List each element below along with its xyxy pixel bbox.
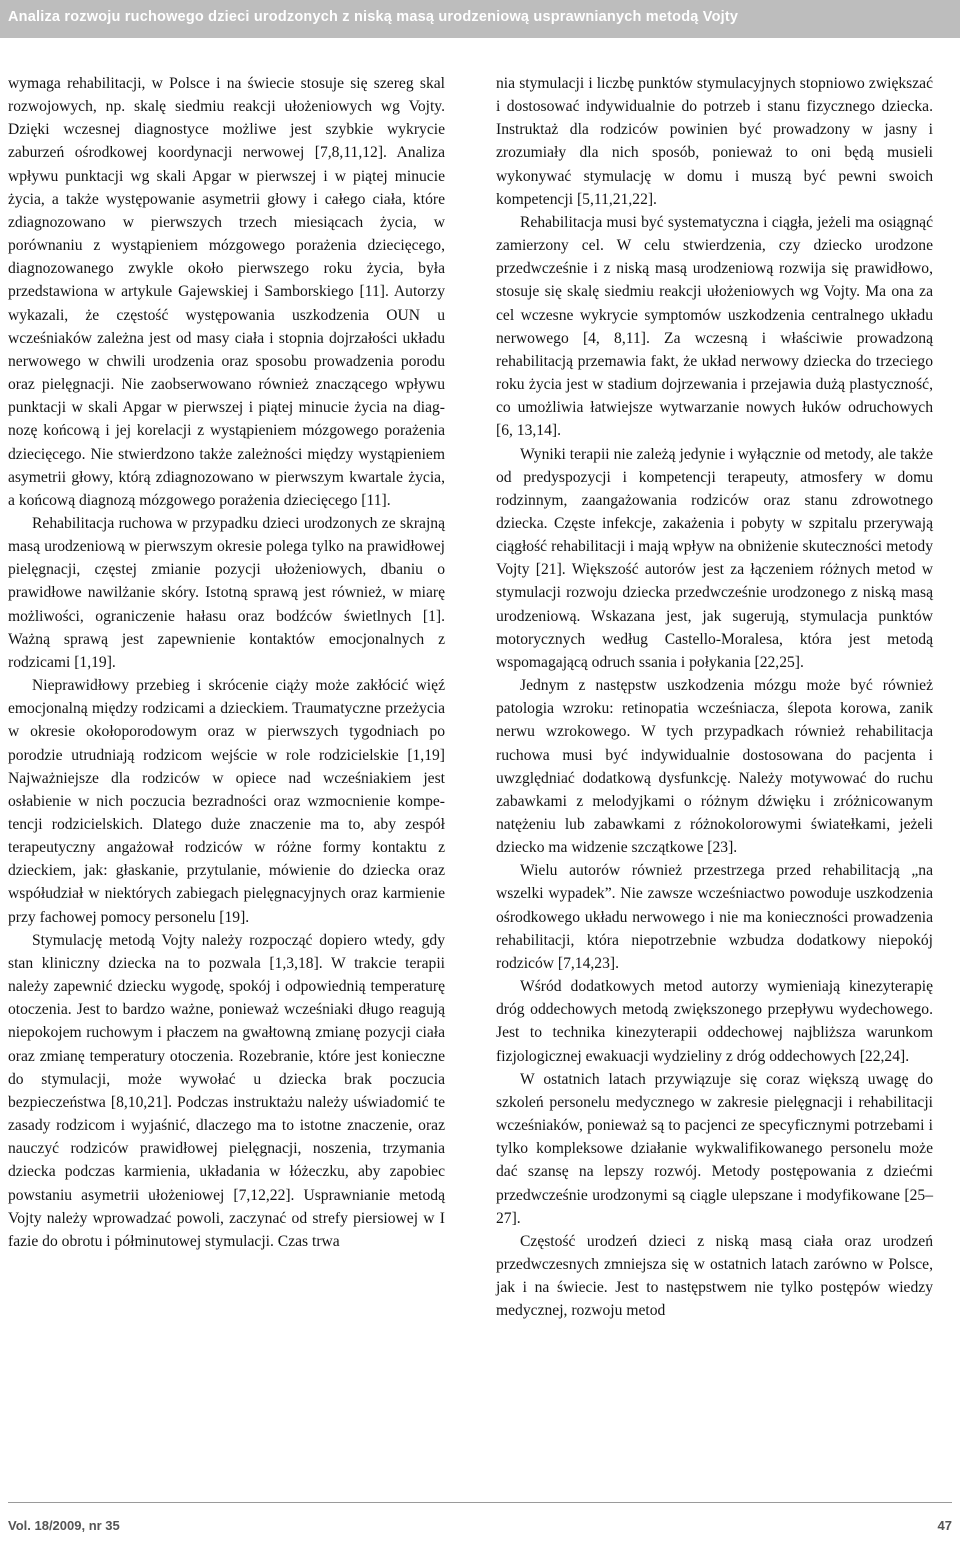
paragraph: Rehabilitacja musi być systematyczna i ciągła, jeżeli ma osiągnąć zamierzony cel. W celu stwierdzenia, czy dziecko urodzone przedwcześnie i z niską masą urodzeniową rozwija się prawidłowo, stosuje się skalę siedmiu reakcji ułożeniowych wg Vojty. Ma ona za cel wczesne wykrycie symptomów uszkodzenia centralnego układu nerwowego [4, 8,11]. Za wczesną i właściwie prowadzoną rehabilitacją przemawia fakt, że układ nerwowy dziecka do trzeciego roku życia jest w stadium dojrzewania i przejawia dużą plastyczność, co umożliwia łatwiejsze wytwarzanie nowych łuków odruchowych [6, 13,14]. (496, 213, 933, 440)
left-text-column (8, 72, 445, 1253)
paragraph: Wśród dodatkowych metod autorzy wymieniają kinezyterapię dróg oddechowych metodą zwiększonego przepływu wydechowego. Jest to technika kinezyterapii oddechowej najbliższa warunkom fizjologicznej ewakuacji wydzieliny z dróg oddechowych [22,24]. (496, 978, 933, 1065)
paragraph: Nieprawidłowy przebieg i skrócenie ciąży może zakłócić więź emocjonalną między rodzicami a dzieckiem. Traumatyczne przeżycia w okresie okołoporodowym oraz w pierwszych tygodniach po porodzie utrudniają rodzicom wejście w role rodzicielskie [1,19] Najważniejsze dla rodziców w opiece nad wcześniakiem jest osłabienie w nich poczucia bezradności oraz wzmocnienie kompetencji rodzicielskich. Dlatego duże znaczenie ma to, aby zespół terapeutyczny angażował rodziców w różne formy kontaktu z dzieckiem, jak: głaskanie, przytulanie, mówienie do dziecka oraz współudział w niektórych zabiegach pielęgnacyjnych oraz karmienie przy fachowej pomocy personelu [19]. (8, 677, 445, 926)
paragraph: Częstość urodzeń dzieci z niską masą ciała oraz urodzeń przedwczesnych zmniejsza się w ostatnich latach zarówno w Polsce, jak i na świecie. Jest to następstwem nie tylko postępów wiedzy medycznej, rozwoju metod (496, 1232, 933, 1320)
right-text-column (496, 72, 933, 1322)
page-number: 47 (937, 1518, 952, 1533)
running-header: Analiza rozwoju ruchowego dzieci urodzonych z niską masą urodzeniową usprawnianych metodą Vojty (0, 0, 960, 38)
issue-info: Vol. 18/2009, nr 35 (8, 1518, 120, 1533)
paragraph: Wyniki terapii nie zależą jedynie i wyłącznie od metody, ale także od predyspozycji i kompetencji terapeuty, atmosfery w domu rodzinnym, zaangażowania rodziców oraz stanu zdrowotnego dziecka. Częste infekcje, zakażenia i pobyty w szpitalu przerywają ciągłość rehabilitacji i mają wpływ na obniżenie skuteczności metody Vojty [21]. Większość autorów jest za łączeniem różnych metod w stymulacji rozwoju dziecka przedwcześnie urodzonego z niską masą urodzeniową. Wskazana jest, jak sugerują, stymulacja punktów motorycznych według Castello-Moralesa, która jest metodą wspomagającą odruch ssania i połykania [22,25]. (496, 445, 933, 671)
paragraph: nia stymulacji i liczbę punktów stymulacyjnych stopniowo zwiększać i dostosować indywidualnie do potrzeb i stanu fizycznego dziecka. Instruktaż dla rodziców powinien być prowadzony w jasny i zrozumiały dla nich sposób, ponieważ to oni będą musieli wykonywać stymulację w domu i muszą być pewni swoich kompetencji [5,11,21,22]. (496, 75, 933, 208)
paragraph: wymaga rehabilitacji, w Polsce i na świecie stosuje się szereg skal rozwojowych, np. skalę siedmiu reakcji ułożeniowych wg Vojty. Dzięki wczesnej diagnostyce możliwe jest szybkie wykrycie zaburzeń ośrodkowej koordynacji nerwowej [7,8,11,12]. Analiza wpływu punktacji wg skali Apgar w pierwszej i w piątej minucie życia, a także występowanie asymetrii głowy i całego ciała, które zdiagnozowano w pierwszych trzech miesiącach życia, w porównaniu z wystąpieniem mózgowego porażenia dziecięcego, diagnozowanego zwykle około pierwszego roku życia, była przedstawiona w artykule Gajewskiej i Samborskiego [11]. Autorzy wykazali, że częstość występowania uszkodzenia OUN u wcześniaków zależna jest od masy ciała i stopnia dojrzałości układu nerwowego w chwili urodzenia oraz sposobu prowadzenia porodu oraz pielęgnacji. Nie zaobserwowano również znaczącego wpływu punktacji w skali Apgar w pierwszej i piątej minucie życia na diagnozę końcową i jej korelacji z wystąpieniem mózgowego porażenia dziecięcego. Nie stwierdzono także zależności między wystąpieniem asymetrii głowy, którą zdiagnozowano w pierwszym kwartale życia, a końcową diagnozą mózgowego porażenia dziecięcego [11]. (8, 75, 445, 509)
paragraph: W ostatnich latach przywiązuje się coraz większą uwagę do szkoleń personelu medycznego w zakresie pielęgnacji i rehabilitacji wcześniaków, ponieważ są to pacjenci ze specyficznymi potrzebami i tylko kompleksowe działanie wykwalifikowanego personelu może dać szansę na lepszy rozwój. Metody postępowania z dziećmi przedwcześnie urodzonymi są ciągle ulepszane i modyfikowane [25–27]. (496, 1070, 933, 1227)
footer-divider (8, 1502, 952, 1503)
paragraph: Wielu autorów również przestrzega przed rehabilitacją „na wszelki wypadek”. Nie zawsze wcześniactwo powoduje uszkodzenia ośrodkowego układu nerwowego i nie ma konieczności prowadzenia rehabilitacji, która niepotrzebnie wzbudza dodatkowy niepokój rodziców [7,14,23]. (496, 862, 933, 972)
paragraph: Rehabilitacja ruchowa w przypadku dzieci urodzonych ze skrajną masą urodzeniową w pierwszym okresie polega tylko na prawidłowej pielęgnacji, częstej zmianie pozycji ułożeniowych, dbaniu o prawidłowe nawilżanie skóry. Istotną sprawą jest również, w miarę możliwości, ograniczenie hałasu oraz bodźców świetlnych [1]. Ważną sprawą jest zapewnienie kontaktów emocjonalnych z rodzicami [1,19]. (8, 514, 445, 671)
paragraph: Jednym z następstw uszkodzenia mózgu może być również patologia wzroku: retinopatia wcześniacza, ślepota korowa, zanik nerwu wzrokowego. W tych przypadkach również rehabilitacja ruchowa musi być indywidualnie dostosowana do pacjenta i uwzględniać dodatkową dysfunkcję. Należy motywować do ruchu zabawkami z melodyjkami o różnym dźwięku i zróżnicowanym natężeniu lub zabawkami z różnokolorowymi światełkami, jeżeli dziecko ma widzenie szczątkowe [23]. (496, 677, 933, 857)
paragraph: Stymulację metodą Vojty należy rozpocząć dopiero wtedy, gdy stan kliniczny dziecka na to pozwala [1,3,18]. W trakcie terapii należy zapewnić dziecku wygodę, spokój i odpowiednią temperaturę otoczenia. Jest to bardzo ważne, ponieważ wcześniaki długo reagują niepokojem ruchowym i płaczem na gwałtowną zmianę pozycji ciała oraz zmianę temperatury otoczenia. Rozebranie, które jest konieczne do stymulacji, może wywołać u dziecka brak poczucia bezpieczeństwa [8,10,21]. Podczas instruktażu należy uświadomić te zasady rodzicom i wyjaśnić, dlaczego ma to istotne znaczenie, oraz nauczyć rodziców prawidłowej pielęgnacji, noszenia, trzymania dziecka podczas karmienia, układania w łóżeczku, aby zapobiec powstaniu asymetrii ułożeniowej [7,12,22]. Usprawnianie metodą Vojty należy wprowadzać powoli, zaczynać od strefy piersiowej w I fazie do obrotu i półminutowej stymulacji. Czas trwa (8, 931, 445, 1250)
